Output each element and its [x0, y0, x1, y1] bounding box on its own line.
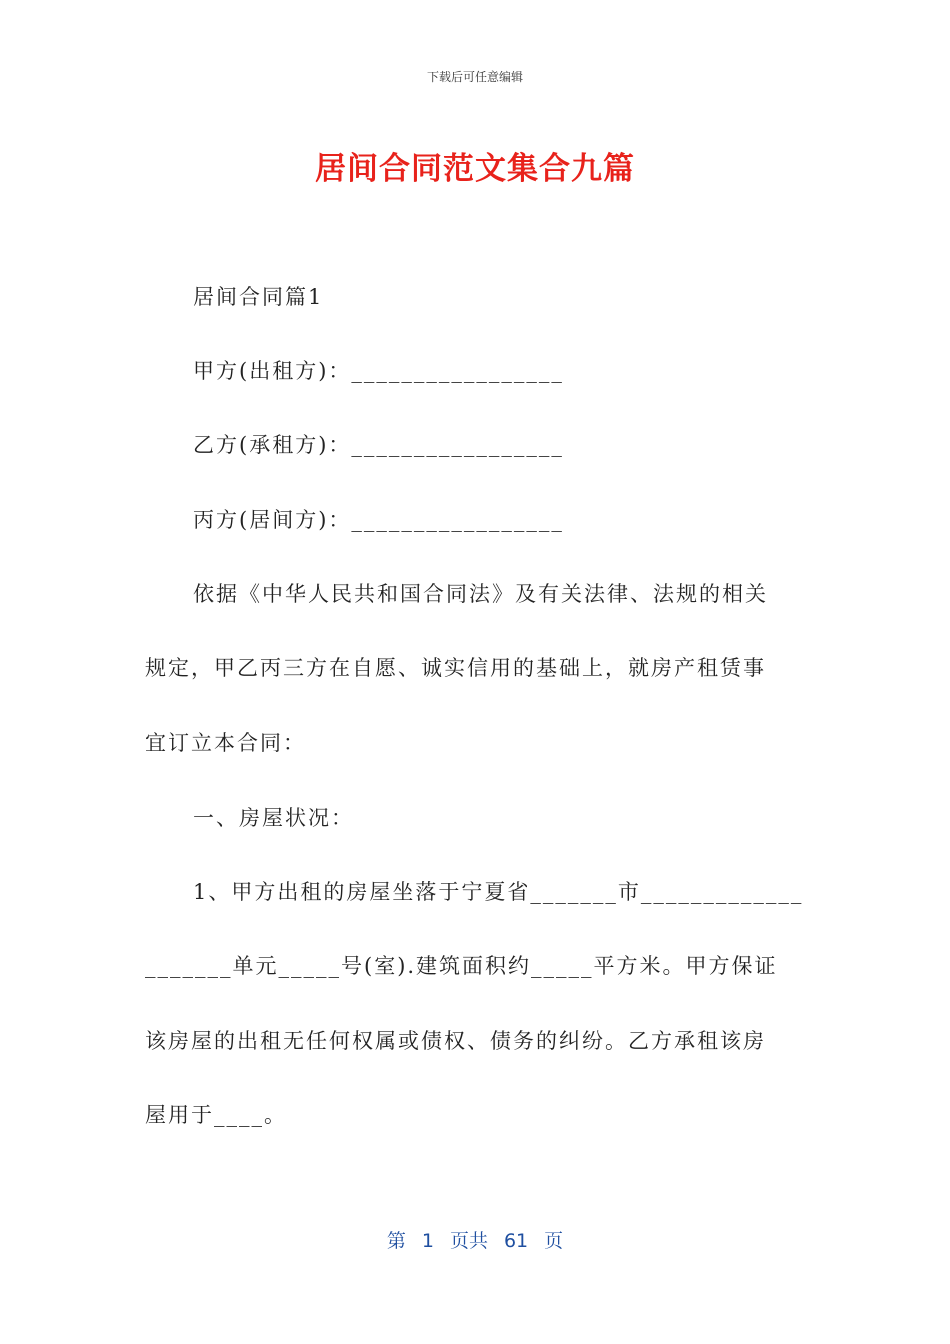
- footer-page-suffix: 页: [544, 1230, 564, 1252]
- paragraph-line: 宜订立本合同：: [145, 731, 306, 755]
- section-heading: 居间合同篇1: [193, 285, 324, 309]
- header-note: 下载后可任意编辑: [426, 70, 523, 84]
- clause-line: 屋用于____。: [145, 1103, 287, 1127]
- clause-line: 该房屋的出租无任何权属或债权、债务的纠纷。乙方承租该房: [145, 1029, 766, 1053]
- footer-page-prefix: 第: [386, 1230, 406, 1252]
- paragraph-line: 规定，甲乙丙三方在自愿、诚实信用的基础上，就房产租赁事: [145, 656, 766, 680]
- party-a-line: 甲方(出租方)：_________________: [193, 359, 564, 383]
- page-footer: [0, 1226, 950, 1253]
- document-title: 居间合同范文集合九篇: [315, 151, 635, 187]
- clause-heading: 一、房屋状况：: [193, 806, 354, 830]
- footer-page-mid: 页共: [449, 1230, 488, 1252]
- party-c-line: 丙方(居间方)：_________________: [193, 508, 564, 532]
- paragraph-line: 依据《中华人民共和国合同法》及有关法律、法规的相关: [193, 582, 768, 606]
- clause-line: _______单元_____号(室).建筑面积约_____平方米。甲方保证: [145, 954, 778, 978]
- party-b-line: 乙方(承租方)：_________________: [193, 433, 564, 457]
- footer-page-number: 1: [421, 1230, 434, 1252]
- footer-total-pages: 61: [503, 1230, 529, 1252]
- clause-line: 1、甲方出租的房屋坐落于宁夏省_______市_____________: [193, 880, 804, 904]
